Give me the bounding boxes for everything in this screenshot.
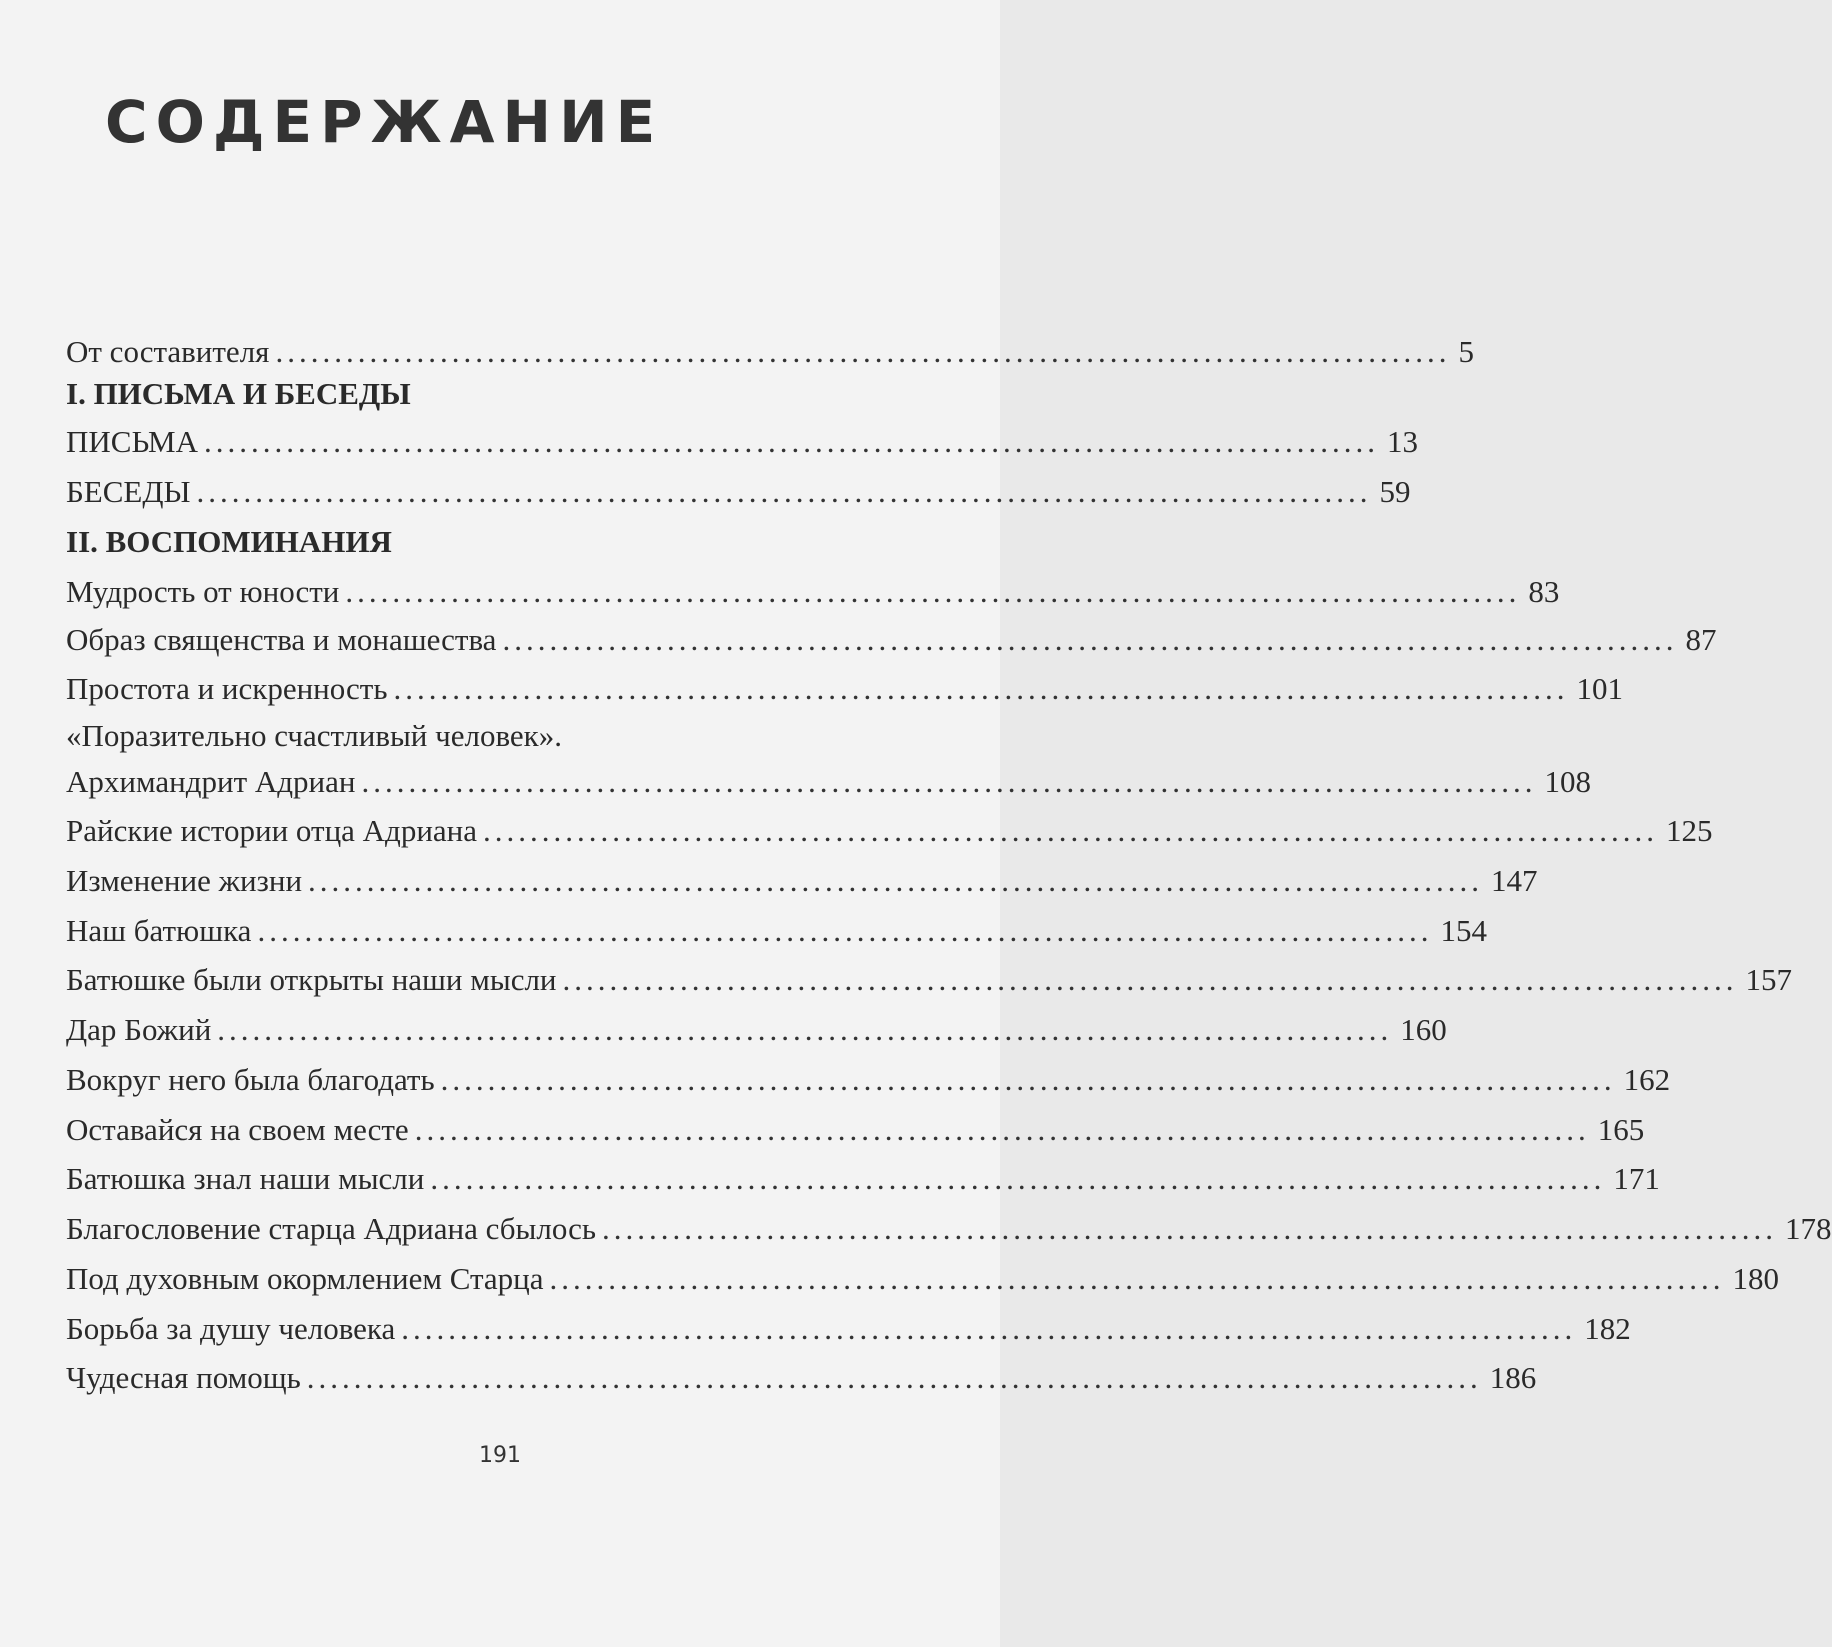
toc-entry-page: 165 <box>1597 1112 1645 1147</box>
toc-entry <box>66 1360 1537 1396</box>
toc-entry-page: 182 <box>1584 1311 1631 1346</box>
toc-entry-page: 178 <box>1785 1211 1832 1246</box>
leader-dots: .................................................................................................... <box>440 1062 1616 1097</box>
leader-dots: .................................................................................................... <box>196 474 1372 509</box>
leader-dots: .................................................................................................... <box>257 913 1433 948</box>
toc-entry <box>66 1311 1631 1347</box>
leader-dots: .................................................................................................... <box>393 671 1569 706</box>
toc-entry <box>66 962 1793 998</box>
toc-entry-page: 171 <box>1613 1161 1660 1196</box>
page-title: СОДЕРЖАНИЕ <box>105 88 664 156</box>
leader-dots: .................................................................................................... <box>361 764 1537 799</box>
toc-entry-page: 147 <box>1491 863 1538 898</box>
leader-dots: .................................................................................................... <box>401 1311 1577 1346</box>
toc-entry-page: 13 <box>1386 424 1418 459</box>
leader-dots: .................................................................................................... <box>345 574 1521 609</box>
leader-dots: .................................................................................................... <box>483 813 1659 848</box>
toc-entry-page: 87 <box>1685 622 1717 657</box>
leader-dots: .................................................................................................... <box>308 863 1484 898</box>
toc-entry-label: Изменение жизни <box>66 863 303 898</box>
toc-entry <box>66 813 1713 849</box>
leader-dots: .................................................................................................... <box>275 334 1451 369</box>
toc-entry <box>66 764 1591 800</box>
toc-entry <box>66 474 1411 510</box>
leader-dots: .................................................................................................... <box>203 424 1379 459</box>
toc-entry-page: 154 <box>1440 913 1487 948</box>
toc-entry-label-line: «Поразительно счастливый человек». <box>66 718 562 753</box>
leader-dots: .................................................................................................... <box>430 1161 1606 1196</box>
toc-entry <box>66 1062 1671 1098</box>
toc-entry <box>66 863 1538 899</box>
toc-entry-page: 108 <box>1544 764 1591 799</box>
toc-entry-label: От составителя <box>66 334 270 369</box>
toc-entry-label: Дар Божий <box>66 1012 212 1047</box>
toc-entry-page: 5 <box>1458 334 1474 369</box>
toc-entry-label: Батюшке были открыты наши мысли <box>66 962 557 997</box>
toc-entry-page: 83 <box>1528 574 1560 609</box>
leader-dots: .................................................................................................... <box>217 1012 1393 1047</box>
leader-dots: .................................................................................................... <box>562 962 1738 997</box>
page-number: 191 <box>479 1443 521 1468</box>
toc-entry-label: Благословение старца Адриана сбылось <box>66 1211 596 1246</box>
leader-dots: .................................................................................................... <box>414 1112 1590 1147</box>
leader-dots: .................................................................................................... <box>602 1211 1777 1246</box>
toc-entry-label: Борьба за душу человека <box>66 1311 396 1346</box>
section-heading: II. ВОСПОМИНАНИЯ <box>66 524 392 559</box>
section-heading: I. ПИСЬМА И БЕСЕДЫ <box>66 376 411 411</box>
toc-entry-page: 157 <box>1745 962 1793 997</box>
toc-entry-label: Под духовным окормлением Старца <box>66 1261 544 1296</box>
toc-entry-page: 160 <box>1400 1012 1447 1047</box>
toc-entry-page: 180 <box>1732 1261 1780 1296</box>
toc-entry-label: Архимандрит Адриан <box>66 764 356 799</box>
toc-entry <box>66 671 1623 707</box>
toc-entry-label: Вокруг него была благодать <box>66 1062 435 1097</box>
toc-entry-label: Мудрость от юности <box>66 574 340 609</box>
toc-entry-label: Райские истории отца Адриана <box>66 813 478 848</box>
toc-entry-label: ПИСЬМА <box>66 424 198 459</box>
toc-entry <box>66 1211 1832 1247</box>
toc-entry-label: Простота и искренность <box>66 671 388 706</box>
toc-entry-page: 59 <box>1379 474 1411 509</box>
toc-entry-label: Оставайся на своем месте <box>66 1112 409 1147</box>
leader-dots: .................................................................................................... <box>502 622 1678 657</box>
leader-dots: .................................................................................................... <box>549 1261 1725 1296</box>
toc-entry <box>66 622 1717 658</box>
toc-entry-page: 186 <box>1489 1360 1537 1395</box>
toc-entry <box>66 1261 1780 1297</box>
toc-entry-page: 101 <box>1576 671 1623 706</box>
toc-entry <box>66 574 1560 610</box>
toc-entry-label: Чудесная помощь <box>66 1360 301 1395</box>
toc-entry <box>66 1012 1447 1048</box>
toc-entry <box>66 913 1487 949</box>
toc-entry-label: БЕСЕДЫ <box>66 474 191 509</box>
toc-entry <box>66 1161 1660 1197</box>
toc-entry-page: 125 <box>1666 813 1713 848</box>
toc-entry-label: Батюшка знал наши мысли <box>66 1161 425 1196</box>
toc-entry <box>66 1112 1645 1148</box>
toc-entry <box>66 334 1474 370</box>
toc-entry-label: Образ священства и монашества <box>66 622 497 657</box>
leader-dots: .................................................................................................... <box>306 1360 1482 1395</box>
toc-entry <box>66 424 1418 460</box>
toc-entry-label: Наш батюшка <box>66 913 252 948</box>
toc-entry-page: 162 <box>1623 1062 1671 1097</box>
